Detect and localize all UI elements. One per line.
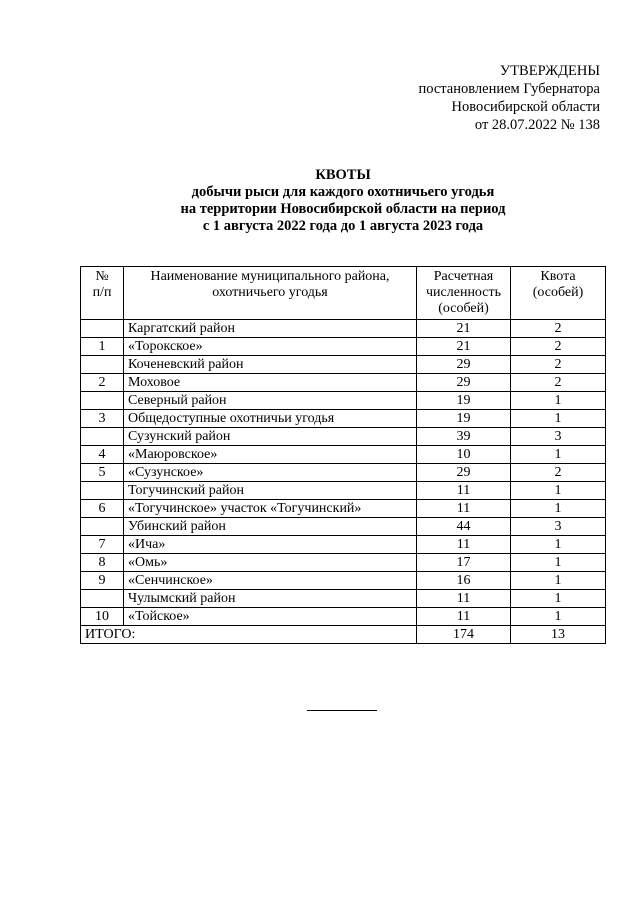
total-quota: 13 bbox=[511, 626, 606, 644]
cell-quota: 1 bbox=[511, 446, 606, 464]
header-population: Расчетная численность (особей) bbox=[417, 267, 511, 320]
table-row bbox=[81, 482, 606, 500]
cell-population: 29 bbox=[417, 356, 511, 374]
cell-population: 39 bbox=[417, 428, 511, 446]
cell-num: 3 bbox=[81, 410, 124, 428]
cell-num bbox=[81, 590, 124, 608]
cell-quota: 2 bbox=[511, 374, 606, 392]
title-territory: на территории Новосибирской области на период bbox=[180, 201, 506, 217]
cell-name: «Тойское» bbox=[124, 608, 417, 626]
cell-name: Сузунский район bbox=[124, 428, 417, 446]
table-row bbox=[81, 428, 606, 446]
table-row bbox=[81, 374, 606, 392]
end-separator-line bbox=[307, 710, 377, 711]
cell-num bbox=[81, 320, 124, 338]
approval-date-number: от 28.07.2022 № 138 bbox=[474, 117, 600, 133]
cell-num: 4 bbox=[81, 446, 124, 464]
total-row bbox=[81, 626, 606, 644]
table-row bbox=[81, 320, 606, 338]
cell-population: 11 bbox=[417, 608, 511, 626]
cell-quota: 2 bbox=[511, 338, 606, 356]
cell-name: «Маюровское» bbox=[124, 446, 417, 464]
cell-population: 29 bbox=[417, 374, 511, 392]
cell-quota: 1 bbox=[511, 536, 606, 554]
approval-region: Новосибирской области bbox=[451, 99, 600, 115]
cell-num bbox=[81, 392, 124, 410]
cell-num: 1 bbox=[81, 338, 124, 356]
cell-num bbox=[81, 482, 124, 500]
cell-name: Убинский район bbox=[124, 518, 417, 536]
table-body bbox=[81, 320, 606, 644]
cell-population: 44 bbox=[417, 518, 511, 536]
header-name: Наименование муниципального района, охотничьего угодья bbox=[124, 267, 417, 320]
cell-quota: 2 bbox=[511, 320, 606, 338]
cell-quota: 1 bbox=[511, 590, 606, 608]
cell-quota: 1 bbox=[511, 554, 606, 572]
title-subject: добычи рыси для каждого охотничьего угодья bbox=[191, 184, 495, 200]
total-population: 174 bbox=[417, 626, 511, 644]
table-row bbox=[81, 410, 606, 428]
table-row bbox=[81, 536, 606, 554]
cell-num: 2 bbox=[81, 374, 124, 392]
cell-name: Чулымский район bbox=[124, 590, 417, 608]
approval-block bbox=[360, 62, 600, 134]
cell-name: «Ича» bbox=[124, 536, 417, 554]
table-row bbox=[81, 392, 606, 410]
cell-population: 10 bbox=[417, 446, 511, 464]
cell-name: Моховое bbox=[124, 374, 417, 392]
table-row bbox=[81, 338, 606, 356]
approval-heading: УТВЕРЖДЕНЫ bbox=[499, 63, 600, 79]
cell-num: 8 bbox=[81, 554, 124, 572]
cell-num: 9 bbox=[81, 572, 124, 590]
document-title bbox=[80, 167, 606, 235]
table-row bbox=[81, 518, 606, 536]
cell-population: 16 bbox=[417, 572, 511, 590]
cell-name: Северный район bbox=[124, 392, 417, 410]
cell-quota: 1 bbox=[511, 392, 606, 410]
cell-quota: 2 bbox=[511, 356, 606, 374]
cell-num bbox=[81, 356, 124, 374]
cell-quota: 1 bbox=[511, 500, 606, 518]
cell-name: Общедоступные охотничьи угодья bbox=[124, 410, 417, 428]
cell-num bbox=[81, 518, 124, 536]
cell-quota: 1 bbox=[511, 482, 606, 500]
cell-quota: 1 bbox=[511, 410, 606, 428]
cell-name: Коченевский район bbox=[124, 356, 417, 374]
cell-quota: 3 bbox=[511, 518, 606, 536]
cell-num: 7 bbox=[81, 536, 124, 554]
cell-name: «Сузунское» bbox=[124, 464, 417, 482]
cell-quota: 1 bbox=[511, 608, 606, 626]
cell-num: 6 bbox=[81, 500, 124, 518]
table-header-row bbox=[81, 267, 606, 320]
cell-quota: 2 bbox=[511, 464, 606, 482]
cell-population: 11 bbox=[417, 482, 511, 500]
header-num: № п/п bbox=[81, 267, 124, 320]
table-row bbox=[81, 554, 606, 572]
table-row bbox=[81, 572, 606, 590]
table-row bbox=[81, 590, 606, 608]
cell-population: 11 bbox=[417, 590, 511, 608]
title-heading: КВОТЫ bbox=[315, 167, 371, 183]
header-quota: Квота (особей) bbox=[511, 267, 606, 320]
cell-population: 21 bbox=[417, 320, 511, 338]
table-row bbox=[81, 464, 606, 482]
approval-decree: постановлением Губернатора bbox=[418, 81, 600, 97]
cell-name: Каргатский район bbox=[124, 320, 417, 338]
cell-population: 29 bbox=[417, 464, 511, 482]
cell-population: 17 bbox=[417, 554, 511, 572]
table-row bbox=[81, 446, 606, 464]
title-period: с 1 августа 2022 года до 1 августа 2023 года bbox=[202, 218, 484, 234]
total-label: ИТОГО: bbox=[81, 626, 417, 644]
table-row bbox=[81, 608, 606, 626]
quota-table bbox=[80, 266, 606, 644]
cell-population: 11 bbox=[417, 500, 511, 518]
table-row bbox=[81, 500, 606, 518]
cell-num: 5 bbox=[81, 464, 124, 482]
cell-name: «Омь» bbox=[124, 554, 417, 572]
cell-population: 11 bbox=[417, 536, 511, 554]
cell-name: «Сенчинское» bbox=[124, 572, 417, 590]
cell-population: 19 bbox=[417, 392, 511, 410]
cell-num: 10 bbox=[81, 608, 124, 626]
cell-quota: 3 bbox=[511, 428, 606, 446]
cell-name: «Торокское» bbox=[124, 338, 417, 356]
cell-num bbox=[81, 428, 124, 446]
cell-quota: 1 bbox=[511, 572, 606, 590]
cell-name: Тогучинский район bbox=[124, 482, 417, 500]
cell-population: 21 bbox=[417, 338, 511, 356]
cell-population: 19 bbox=[417, 410, 511, 428]
cell-name: «Тогучинское» участок «Тогучинский» bbox=[124, 500, 417, 518]
table-row bbox=[81, 356, 606, 374]
